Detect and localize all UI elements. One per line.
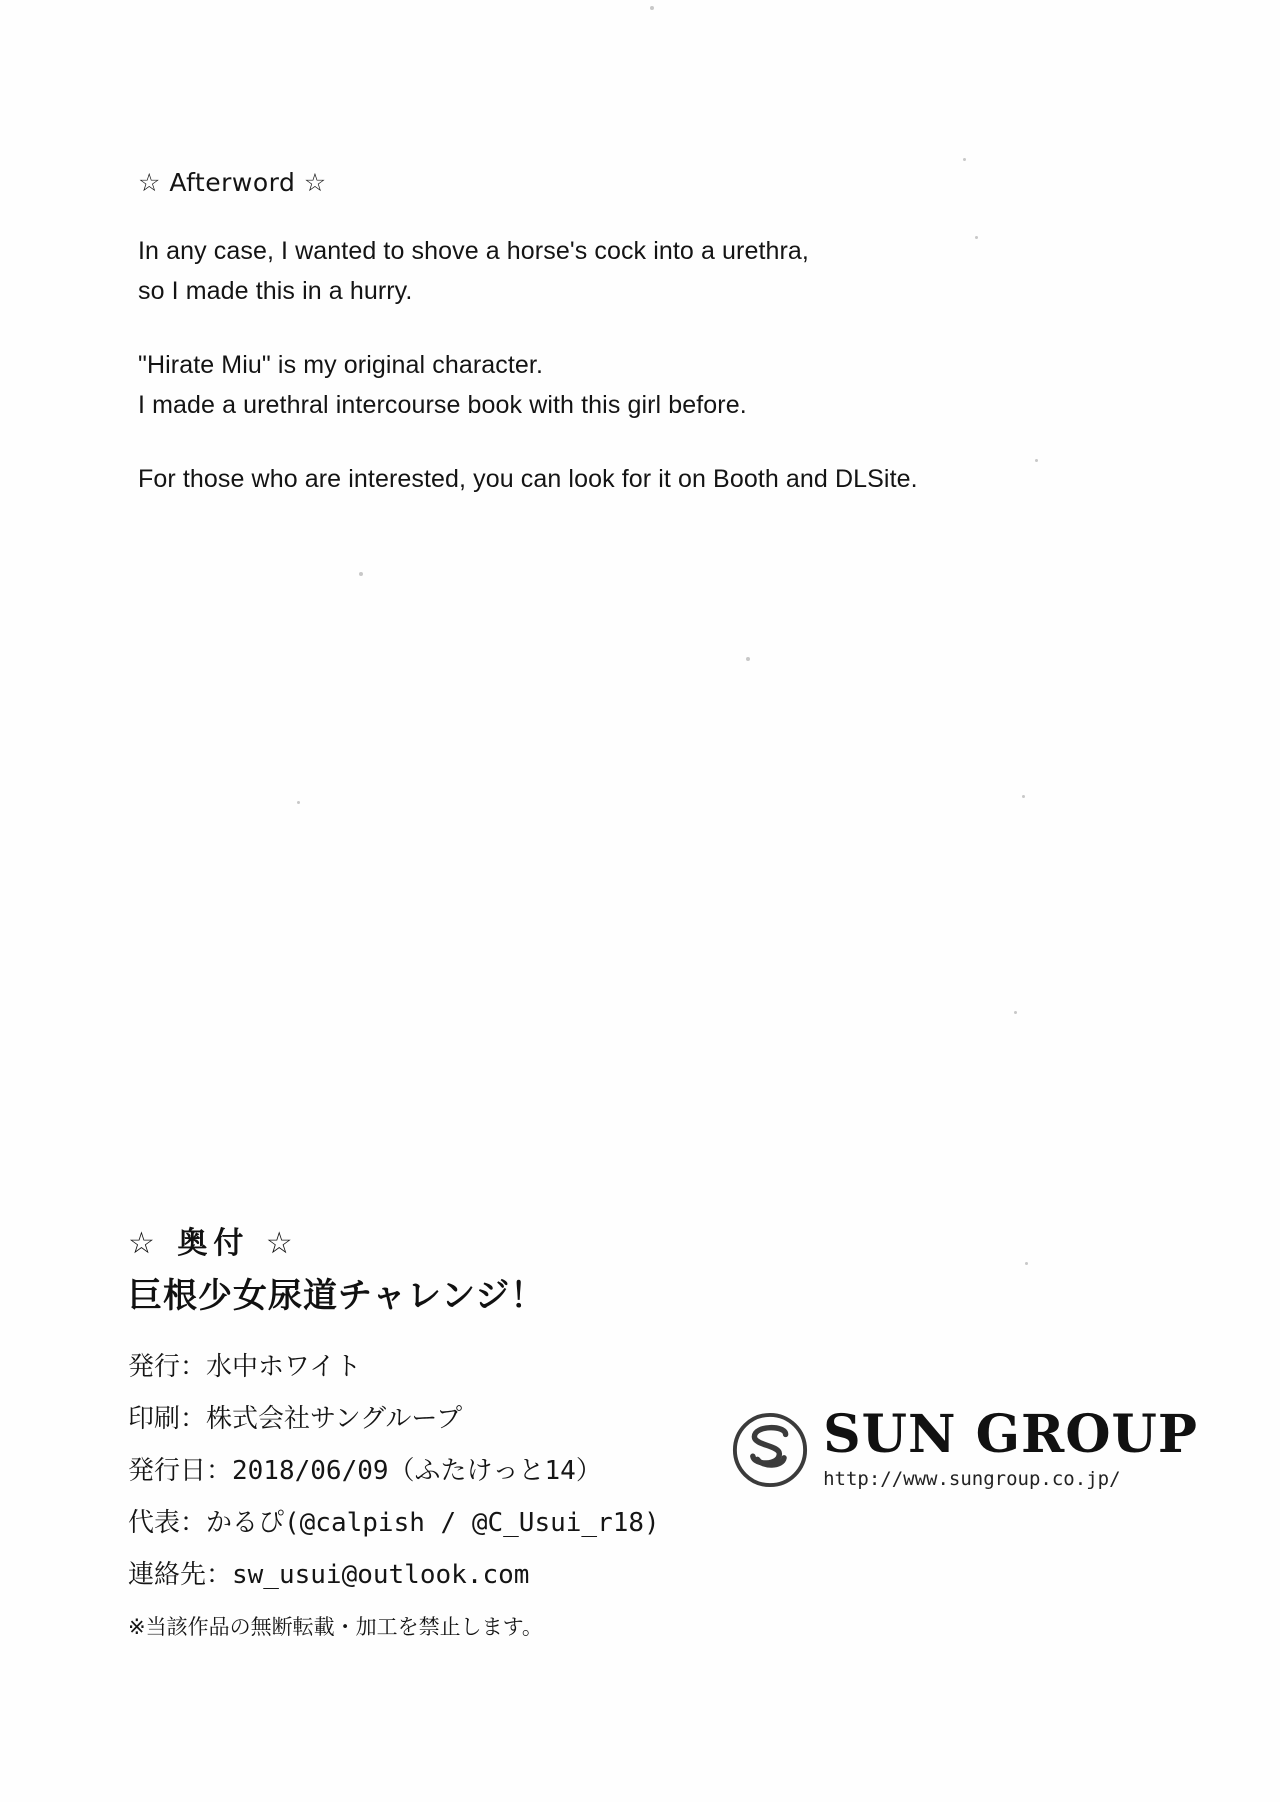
colophon-row-contact: 連絡先：sw_usui@outlook.com (128, 1560, 530, 1590)
afterword-paragraph (138, 345, 1138, 425)
sun-group-logo-icon (731, 1411, 809, 1489)
colophon-copyright-note: ※当該作品の無断転載・加工を禁止します。 (128, 1615, 543, 1639)
paper-speck (1022, 795, 1025, 798)
afterword-paragraph (138, 231, 1138, 311)
afterword-line: In any case, I wanted to shove a horse's cock into a urethra, (138, 237, 809, 265)
paper-speck (1014, 1011, 1017, 1014)
sun-group-wordmark: SUN GROUP (823, 1404, 1198, 1465)
colophon-heading: ☆ 奥付 ☆ (128, 1226, 299, 1261)
paper-speck (297, 801, 300, 804)
colophon-row-publisher: 発行：水中ホワイト (128, 1352, 362, 1382)
paper-speck (963, 158, 966, 161)
sun-group-url: http://www.sungroup.co.jp/ (823, 1468, 1121, 1490)
paper-speck (650, 6, 654, 10)
colophon-book-title: 巨根少女尿道チャレンジ！ (128, 1276, 546, 1316)
colophon-row-printer: 印刷：株式会社サングループ (128, 1404, 463, 1434)
afterword-line: "Hirate Miu" is my original character. (138, 351, 544, 379)
afterword-section (138, 168, 1138, 499)
afterword-line: so I made this in a hurry. (138, 277, 413, 305)
afterword-line: For those who are interested, you can look for it on Booth and DLSite. (138, 465, 918, 493)
afterword-paragraph (138, 459, 1138, 499)
colophon-row-representative: 代表：かるぴ(@calpish / @C_Usui_r18) (128, 1508, 660, 1538)
paper-speck (359, 572, 363, 576)
afterword-line: I made a urethral intercourse book with this girl before. (138, 391, 747, 419)
sun-group-logo-text (823, 1404, 1198, 1490)
paper-speck (746, 657, 750, 661)
colophon-row-publish-date: 発行日：2018/06/09（ふたけっと14） (128, 1456, 602, 1486)
sun-group-logo-block (731, 1404, 1198, 1490)
afterword-title: ☆ Afterword ☆ (138, 168, 327, 197)
